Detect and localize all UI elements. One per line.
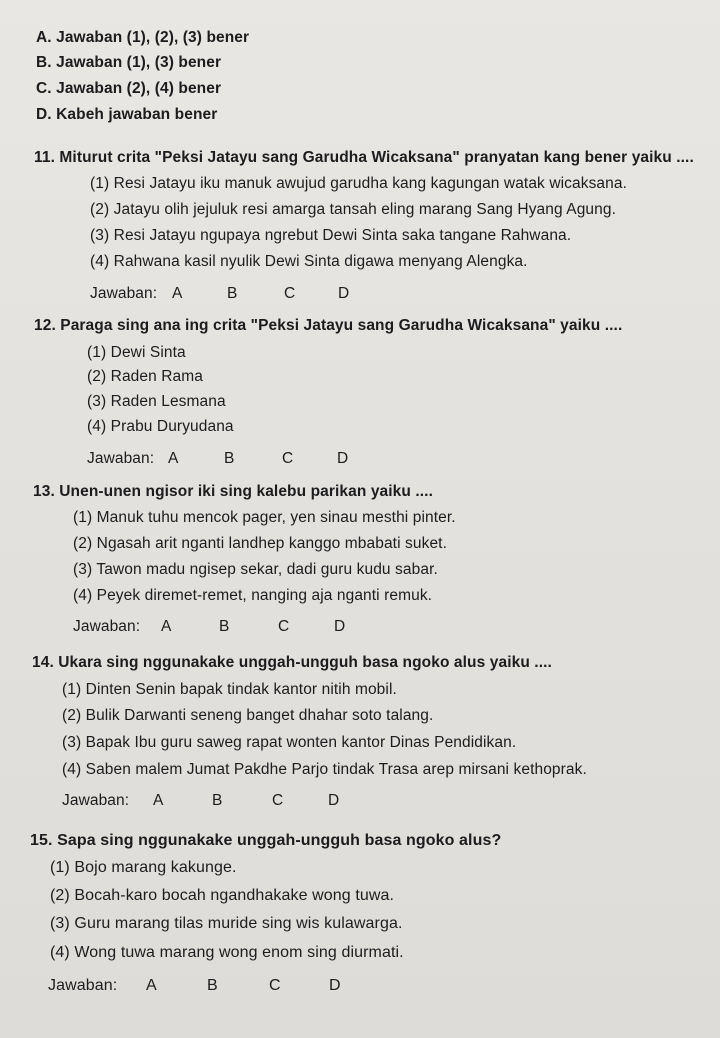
- choice-c[interactable]: C: [272, 792, 284, 809]
- question-15-item-3: (3) Guru marang tilas muride sing wis kulawarga.: [50, 915, 403, 932]
- question-13-item-3: (3) Tawon madu ngisep sekar, dadi guru kudu sabar.: [73, 561, 438, 578]
- choice-a[interactable]: A: [168, 450, 179, 467]
- question-13-item-1: (1) Manuk tuhu mencok pager, yen sinau mesthi pinter.: [73, 509, 456, 526]
- question-12-item-2: (2) Raden Rama: [87, 368, 203, 385]
- choice-d[interactable]: D: [328, 792, 340, 809]
- question-13-item-4: (4) Peyek diremet-remet, nanging aja nganti remuk.: [73, 587, 433, 604]
- question-14-item-3: (3) Bapak Ibu guru saweg rapat wonten kantor Dinas Pendidikan.: [62, 734, 517, 751]
- choice-b[interactable]: B: [207, 977, 218, 994]
- question-14-item-1: (1) Dinten Senin bapak tindak kantor nitih mobil.: [62, 681, 397, 698]
- option-d: D. Kabeh jawaban bener: [36, 106, 218, 123]
- option-b: B. Jawaban (1), (3) bener: [36, 54, 222, 71]
- question-11-item-4: (4) Rahwana kasil nyulik Dewi Sinta digawa menyang Alengka.: [90, 253, 528, 270]
- answer-label: Jawaban:: [48, 977, 118, 994]
- question-14: 14. Ukara sing nggunakake unggah-ungguh basa ngoko alus yaiku ....: [32, 654, 552, 671]
- choice-a[interactable]: A: [153, 792, 164, 809]
- answer-label: Jawaban:: [87, 450, 155, 467]
- question-11-item-2: (2) Jatayu olih jejuluk resi amarga tansah eling marang Sang Hyang Agung.: [90, 201, 616, 218]
- answer-label: Jawaban:: [90, 285, 158, 302]
- choice-c[interactable]: C: [269, 977, 281, 994]
- option-c: C. Jawaban (2), (4) bener: [36, 80, 222, 97]
- question-15: 15. Sapa sing nggunakake unggah-ungguh basa ngoko alus?: [30, 832, 502, 849]
- question-13-item-2: (2) Ngasah arit nganti landhep kanggo mbabati suket.: [73, 535, 447, 552]
- choice-b[interactable]: B: [227, 285, 238, 302]
- question-15-item-4: (4) Wong tuwa marang wong enom sing diurmati.: [50, 944, 404, 961]
- question-11: 11. Miturut crita "Peksi Jatayu sang Garudha Wicaksana" pranyatan kang bener yaiku ....: [34, 149, 694, 166]
- choice-d[interactable]: D: [338, 285, 350, 302]
- answer-label: Jawaban:: [73, 618, 141, 635]
- question-11-item-1: (1) Resi Jatayu iku manuk awujud garudha kang kagungan watak wicaksana.: [90, 175, 627, 192]
- question-12: 12. Paraga sing ana ing crita "Peksi Jatayu sang Garudha Wicaksana" yaiku ....: [34, 317, 623, 334]
- choice-c[interactable]: C: [284, 285, 296, 302]
- question-14-item-4: (4) Saben malem Jumat Pakdhe Parjo tindak Trasa arep mirsani kethoprak.: [62, 761, 587, 778]
- choice-b[interactable]: B: [212, 792, 223, 809]
- choice-d[interactable]: D: [337, 450, 349, 467]
- question-15-item-1: (1) Bojo marang kakunge.: [50, 859, 237, 876]
- choice-c[interactable]: C: [282, 450, 294, 467]
- choice-c[interactable]: C: [278, 618, 290, 635]
- choice-b[interactable]: B: [224, 450, 235, 467]
- question-12-item-3: (3) Raden Lesmana: [87, 393, 226, 410]
- choice-b[interactable]: B: [219, 618, 230, 635]
- choice-d[interactable]: D: [329, 977, 341, 994]
- choice-a[interactable]: A: [172, 285, 183, 302]
- option-a: A. Jawaban (1), (2), (3) bener: [36, 29, 250, 46]
- question-12-item-4: (4) Prabu Duryudana: [87, 418, 234, 435]
- question-14-item-2: (2) Bulik Darwanti seneng banget dhahar soto talang.: [62, 707, 434, 724]
- choice-a[interactable]: A: [146, 977, 157, 994]
- choice-d[interactable]: D: [334, 618, 346, 635]
- answer-label: Jawaban:: [62, 792, 130, 809]
- question-12-item-1: (1) Dewi Sinta: [87, 344, 186, 361]
- question-13: 13. Unen-unen ngisor iki sing kalebu parikan yaiku ....: [33, 483, 433, 500]
- question-11-item-3: (3) Resi Jatayu ngupaya ngrebut Dewi Sinta saka tangane Rahwana.: [90, 227, 572, 244]
- question-15-item-2: (2) Bocah-karo bocah ngandhakake wong tuwa.: [50, 887, 395, 904]
- choice-a[interactable]: A: [161, 618, 172, 635]
